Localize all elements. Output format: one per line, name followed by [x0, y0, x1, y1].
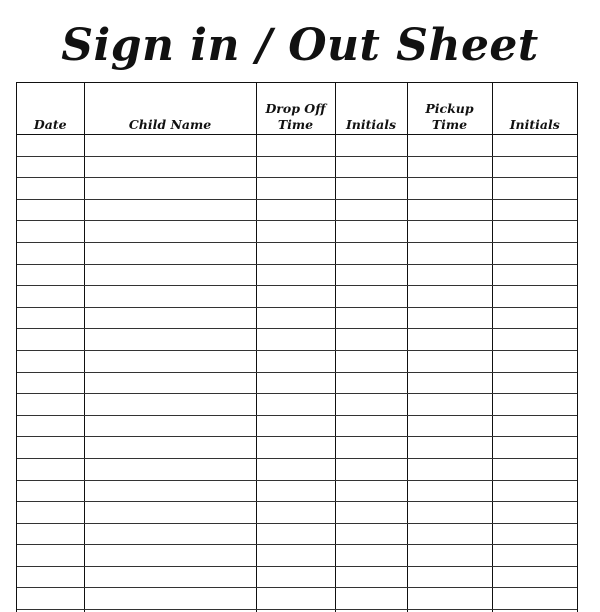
cell-date[interactable] [17, 199, 84, 221]
cell-pickup-time[interactable] [407, 264, 492, 286]
cell-pickup-time[interactable] [407, 523, 492, 545]
cell-drop-off-time[interactable] [256, 307, 335, 329]
cell-initials-pickup[interactable] [492, 588, 577, 610]
cell-initials-pickup[interactable] [492, 523, 577, 545]
cell-child-name[interactable] [84, 523, 256, 545]
cell-initials-pickup[interactable] [492, 307, 577, 329]
cell-pickup-time[interactable] [407, 307, 492, 329]
cell-drop-off-time[interactable] [256, 199, 335, 221]
cell-drop-off-time[interactable] [256, 566, 335, 588]
table-row [17, 307, 577, 329]
cell-initials-pickup[interactable] [492, 178, 577, 200]
cell-pickup-time[interactable] [407, 566, 492, 588]
cell-child-name[interactable] [84, 480, 256, 502]
table-row [17, 156, 577, 178]
cell-drop-off-time[interactable] [256, 437, 335, 459]
cell-initials-drop[interactable] [335, 415, 407, 437]
cell-initials-pickup[interactable] [492, 264, 577, 286]
column-header-drop-off-time: Drop Off Time [256, 83, 335, 135]
cell-date[interactable] [17, 502, 84, 524]
cell-child-name[interactable] [84, 199, 256, 221]
cell-date[interactable] [17, 221, 84, 243]
cell-pickup-time[interactable] [407, 199, 492, 221]
table-row [17, 372, 577, 394]
table-row [17, 221, 577, 243]
cell-initials-drop[interactable] [335, 394, 407, 416]
cell-date[interactable] [17, 523, 84, 545]
page-title: Sign in / Out Sheet [0, 16, 600, 76]
table-row [17, 178, 577, 200]
cell-pickup-time[interactable] [407, 242, 492, 264]
cell-initials-pickup[interactable] [492, 286, 577, 308]
cell-date[interactable] [17, 566, 84, 588]
table-row [17, 458, 577, 480]
cell-initials-pickup[interactable] [492, 502, 577, 524]
cell-pickup-time[interactable] [407, 372, 492, 394]
cell-drop-off-time[interactable] [256, 178, 335, 200]
cell-initials-drop[interactable] [335, 199, 407, 221]
cell-initials-drop[interactable] [335, 545, 407, 567]
cell-pickup-time[interactable] [407, 156, 492, 178]
cell-initials-pickup[interactable] [492, 329, 577, 351]
cell-initials-pickup[interactable] [492, 156, 577, 178]
column-header-initials-drop: Initials [335, 83, 407, 135]
cell-pickup-time[interactable] [407, 135, 492, 157]
cell-initials-drop[interactable] [335, 156, 407, 178]
cell-date[interactable] [17, 156, 84, 178]
cell-initials-pickup[interactable] [492, 372, 577, 394]
cell-initials-pickup[interactable] [492, 135, 577, 157]
cell-date[interactable] [17, 480, 84, 502]
cell-initials-pickup[interactable] [492, 437, 577, 459]
cell-initials-pickup[interactable] [492, 415, 577, 437]
cell-initials-drop[interactable] [335, 242, 407, 264]
cell-initials-drop[interactable] [335, 523, 407, 545]
cell-pickup-time[interactable] [407, 350, 492, 372]
table-row [17, 286, 577, 308]
cell-initials-drop[interactable] [335, 480, 407, 502]
table-row [17, 480, 577, 502]
cell-pickup-time[interactable] [407, 437, 492, 459]
column-header-date: Date [17, 83, 84, 135]
cell-initials-drop[interactable] [335, 221, 407, 243]
cell-child-name[interactable] [84, 372, 256, 394]
cell-date[interactable] [17, 350, 84, 372]
table-row [17, 415, 577, 437]
cell-pickup-time[interactable] [407, 329, 492, 351]
cell-drop-off-time[interactable] [256, 135, 335, 157]
table-row [17, 242, 577, 264]
cell-drop-off-time[interactable] [256, 415, 335, 437]
table-body [17, 135, 577, 612]
cell-pickup-time[interactable] [407, 545, 492, 567]
table-row [17, 135, 577, 157]
table-row [17, 545, 577, 567]
cell-child-name[interactable] [84, 566, 256, 588]
cell-date[interactable] [17, 372, 84, 394]
cell-date[interactable] [17, 242, 84, 264]
cell-date[interactable] [17, 286, 84, 308]
cell-drop-off-time[interactable] [256, 242, 335, 264]
cell-date[interactable] [17, 307, 84, 329]
cell-initials-drop[interactable] [335, 437, 407, 459]
cell-drop-off-time[interactable] [256, 286, 335, 308]
cell-initials-pickup[interactable] [492, 242, 577, 264]
cell-drop-off-time[interactable] [256, 156, 335, 178]
cell-initials-drop[interactable] [335, 178, 407, 200]
table-row [17, 566, 577, 588]
cell-child-name[interactable] [84, 458, 256, 480]
cell-child-name[interactable] [84, 307, 256, 329]
cell-pickup-time[interactable] [407, 588, 492, 610]
cell-date[interactable] [17, 588, 84, 610]
table-row [17, 523, 577, 545]
cell-drop-off-time[interactable] [256, 458, 335, 480]
cell-child-name[interactable] [84, 242, 256, 264]
cell-child-name[interactable] [84, 437, 256, 459]
cell-drop-off-time[interactable] [256, 372, 335, 394]
cell-initials-pickup[interactable] [492, 350, 577, 372]
table-row [17, 437, 577, 459]
cell-date[interactable] [17, 437, 84, 459]
cell-drop-off-time[interactable] [256, 545, 335, 567]
cell-pickup-time[interactable] [407, 394, 492, 416]
cell-initials-pickup[interactable] [492, 221, 577, 243]
cell-pickup-time[interactable] [407, 221, 492, 243]
cell-child-name[interactable] [84, 156, 256, 178]
cell-initials-drop[interactable] [335, 350, 407, 372]
cell-initials-drop[interactable] [335, 307, 407, 329]
cell-date[interactable] [17, 329, 84, 351]
cell-child-name[interactable] [84, 178, 256, 200]
table-grid [17, 83, 577, 612]
cell-initials-pickup[interactable] [492, 199, 577, 221]
cell-child-name[interactable] [84, 286, 256, 308]
cell-initials-drop[interactable] [335, 264, 407, 286]
cell-date[interactable] [17, 458, 84, 480]
cell-pickup-time[interactable] [407, 286, 492, 308]
column-header-pickup-time: Pickup Time [407, 83, 492, 135]
cell-child-name[interactable] [84, 502, 256, 524]
cell-child-name[interactable] [84, 415, 256, 437]
cell-date[interactable] [17, 178, 84, 200]
column-header-initials-pickup: Initials [492, 83, 577, 135]
table-row [17, 329, 577, 351]
cell-date[interactable] [17, 135, 84, 157]
cell-initials-drop[interactable] [335, 458, 407, 480]
cell-pickup-time[interactable] [407, 480, 492, 502]
cell-initials-pickup[interactable] [492, 394, 577, 416]
cell-child-name[interactable] [84, 394, 256, 416]
cell-drop-off-time[interactable] [256, 350, 335, 372]
cell-initials-drop[interactable] [335, 588, 407, 610]
cell-child-name[interactable] [84, 221, 256, 243]
cell-drop-off-time[interactable] [256, 394, 335, 416]
cell-initials-drop[interactable] [335, 372, 407, 394]
cell-initials-pickup[interactable] [492, 480, 577, 502]
cell-initials-drop[interactable] [335, 329, 407, 351]
cell-child-name[interactable] [84, 588, 256, 610]
cell-child-name[interactable] [84, 350, 256, 372]
table-row [17, 588, 577, 610]
cell-pickup-time[interactable] [407, 502, 492, 524]
cell-initials-drop[interactable] [335, 286, 407, 308]
cell-date[interactable] [17, 394, 84, 416]
cell-initials-pickup[interactable] [492, 566, 577, 588]
cell-drop-off-time[interactable] [256, 502, 335, 524]
cell-pickup-time[interactable] [407, 178, 492, 200]
cell-child-name[interactable] [84, 329, 256, 351]
cell-drop-off-time[interactable] [256, 329, 335, 351]
cell-drop-off-time[interactable] [256, 480, 335, 502]
cell-child-name[interactable] [84, 135, 256, 157]
cell-pickup-time[interactable] [407, 458, 492, 480]
cell-date[interactable] [17, 264, 84, 286]
cell-initials-drop[interactable] [335, 502, 407, 524]
cell-drop-off-time[interactable] [256, 523, 335, 545]
cell-pickup-time[interactable] [407, 415, 492, 437]
cell-initials-pickup[interactable] [492, 458, 577, 480]
cell-date[interactable] [17, 545, 84, 567]
cell-initials-drop[interactable] [335, 566, 407, 588]
table-row [17, 350, 577, 372]
table-header-row [17, 83, 577, 135]
cell-date[interactable] [17, 415, 84, 437]
column-header-child-name: Child Name [84, 83, 256, 135]
cell-initials-pickup[interactable] [492, 545, 577, 567]
cell-drop-off-time[interactable] [256, 264, 335, 286]
table-row [17, 394, 577, 416]
table-row [17, 264, 577, 286]
table-row [17, 502, 577, 524]
cell-drop-off-time[interactable] [256, 588, 335, 610]
cell-drop-off-time[interactable] [256, 221, 335, 243]
sign-in-out-table [16, 82, 578, 612]
cell-initials-drop[interactable] [335, 135, 407, 157]
cell-child-name[interactable] [84, 264, 256, 286]
cell-child-name[interactable] [84, 545, 256, 567]
table-row [17, 199, 577, 221]
